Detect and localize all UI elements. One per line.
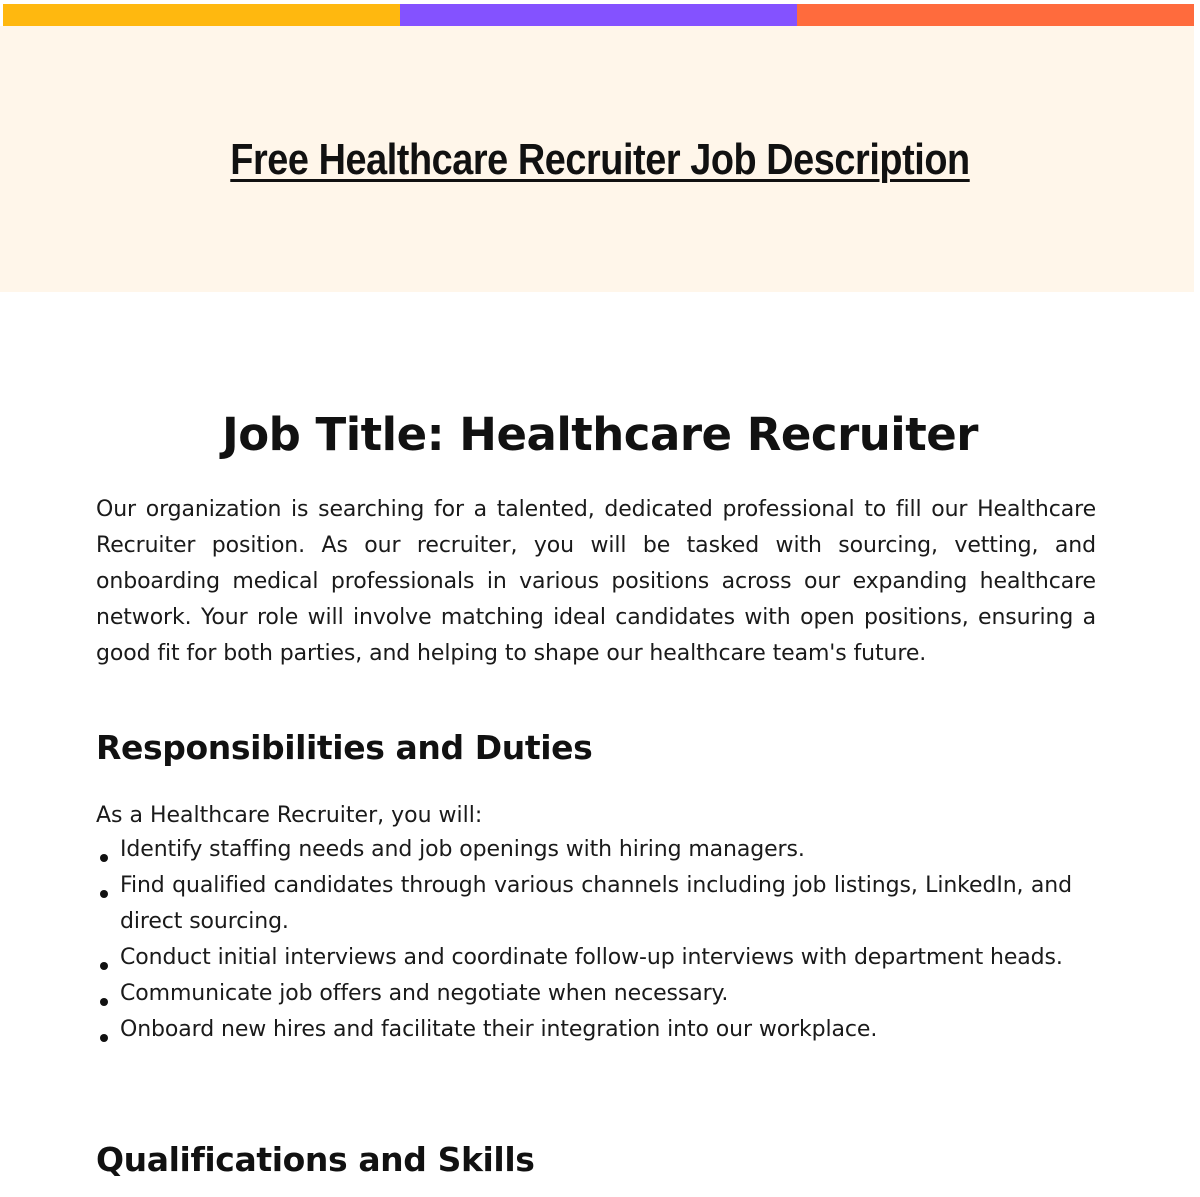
list-item-text: Onboard new hires and facilitate their integration into our workplace. <box>120 1017 878 1042</box>
list-item <box>96 976 1072 1012</box>
list-item <box>96 832 1072 868</box>
bullet-icon <box>100 854 108 862</box>
color-bar-orange-segment <box>797 4 1194 26</box>
color-bar-purple-segment <box>400 4 797 26</box>
list-item <box>96 1012 1072 1048</box>
banner-title: Free Healthcare Recruiter Job Description <box>230 135 970 184</box>
top-color-bar <box>3 4 1194 26</box>
job-title-heading: Job Title: Healthcare Recruiter <box>222 408 978 461</box>
list-item-text: Identify staffing needs and job openings with hiring managers. <box>120 837 805 862</box>
bullet-icon <box>100 1034 108 1042</box>
responsibilities-lead: As a Healthcare Recruiter, you will: <box>96 803 483 828</box>
list-item-text: Conduct initial interviews and coordinate follow-up interviews with department heads. <box>120 945 1063 970</box>
responsibilities-heading: Responsibilities and Duties <box>96 728 593 767</box>
bullet-icon <box>100 890 108 898</box>
list-item-text: Communicate job offers and negotiate when necessary. <box>120 981 729 1006</box>
list-item <box>96 940 1072 976</box>
list-item-text: Find qualified candidates through various channels including job listings, LinkedIn, and direct sourcing. <box>120 873 1072 934</box>
responsibilities-list <box>96 832 1072 1048</box>
color-bar-yellow-segment <box>3 4 400 26</box>
bullet-icon <box>100 962 108 970</box>
list-item <box>96 868 1072 940</box>
qualifications-heading: Qualifications and Skills <box>96 1140 535 1179</box>
bullet-icon <box>100 998 108 1006</box>
intro-paragraph: Our organization is searching for a talented, dedicated professional to fill our Healthcare Recruiter position. As our recruiter, you will be tasked with sourcing, vetting, and onboarding medical professionals in various positions across our expanding healthcare network. Your role will involve matching ideal candidates with open positions, ensuring a good fit for both parties, and helping to shape our healthcare team's future. <box>96 497 1096 666</box>
